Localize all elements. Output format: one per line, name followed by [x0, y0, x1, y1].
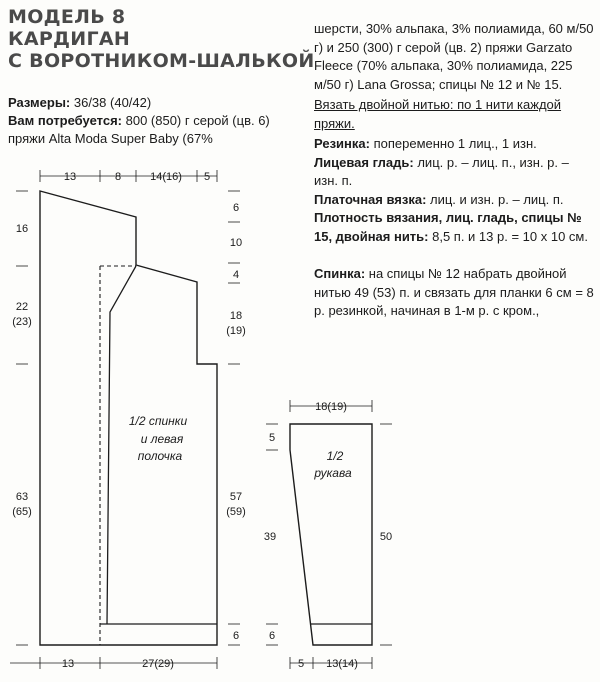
dim-right-18: 18 [229, 310, 243, 322]
sleeve-diagram [263, 400, 392, 669]
rib-label: Резинка: [314, 136, 370, 151]
sleeve-dim-left-6: 6 [268, 630, 276, 642]
dim-right-4: 4 [232, 269, 240, 281]
dim-right-57b: (59) [226, 506, 246, 518]
gauge-label: Плотность вязания, лиц. гладь, спицы № 15, двойная нить: [314, 210, 582, 244]
back-label: Спинка: [314, 266, 366, 281]
garter-label: Платочная вязка: [314, 191, 427, 207]
double-yarn-note: Вязать двойной нитью: по 1 нити каждой пряжи. [314, 97, 562, 131]
materials-label: Вам потребуется: [8, 113, 122, 128]
garter-value: лиц. и изн. р. – лиц. п. [426, 191, 564, 207]
dim-left-22: 22 [15, 301, 29, 313]
sizes-value: 36/38 (40/42) [70, 95, 152, 110]
body-label-line3: полочка [137, 449, 183, 463]
dim-right-10: 10 [229, 237, 243, 249]
title-line-1: МОДЕЛЬ 8 [8, 6, 126, 28]
sleeve-diagram-labels [264, 401, 392, 670]
sleeve-dim-top-18: 18(19) [315, 401, 347, 413]
dim-top-14: 14(16) [150, 171, 182, 183]
stockinette-value: лиц. р. – лиц. п., изн. р. – изн. п. [314, 154, 569, 188]
dim-left-63b: (65) [12, 506, 32, 518]
materials-continued: шерсти, 30% альпака, 3% полиамида, 60 м/50 г) и 250 (300) г серой (цв. 2) пряжи Garzato Fleece (70% альпака, 30% полиамида, 225 м/50 г) Lana Grossa; спицы № 12 и № 15. [314, 21, 594, 92]
sleeve-dim-bottom-5: 5 [297, 658, 305, 670]
dim-right-6b: 6 [232, 630, 240, 642]
sleeve-dim-bottom-13: 13(14) [326, 658, 358, 670]
sizes-label: Размеры: [8, 95, 71, 110]
sleeve-dim-left-39: 39 [263, 531, 277, 543]
rib-value: попеременно 1 лиц., 1 изн. [369, 136, 537, 151]
dim-right-57: 57 [229, 491, 243, 503]
sleeve-label-line2: рукава [314, 466, 352, 480]
title-line-3: С ВОРОТНИКОМ-ШАЛЬКОЙ [8, 50, 315, 72]
dim-top-5: 5 [203, 171, 211, 183]
dim-bottom-13: 13 [61, 658, 75, 670]
dim-left-16: 16 [15, 223, 29, 235]
stockinette-label: Лицевая гладь: [314, 154, 414, 170]
dim-left-63: 63 [15, 491, 29, 503]
sleeve-dim-left-5: 5 [268, 432, 276, 444]
collar-edge [107, 266, 136, 624]
dim-right-6: 6 [232, 202, 240, 214]
body-diagram [10, 170, 243, 669]
gauge-value: 8,5 п. и 13 р. = 10 х 10 см. [428, 228, 588, 244]
dim-bottom-27: 27(29) [142, 658, 174, 670]
sleeve-dim-right-50: 50 [379, 531, 393, 543]
materials-text-left: 800 (850) г серой (цв. 6) пряжи Alta Moda Super Baby (67% [8, 113, 270, 146]
back-value: на спицы № 12 набрать двойной нитью 49 (53) п. и связать для планки 6 см = 8 р. резинкой, начиная в 1-м р. с кром., [314, 266, 594, 318]
body-label-line1: 1/2 спинки [128, 414, 188, 428]
body-diagram-labels [12, 171, 246, 670]
dim-top-13: 13 [63, 171, 77, 183]
title-line-2: КАРДИГАН [8, 28, 131, 50]
dim-right-18b: (19) [226, 325, 246, 337]
dim-left-22b: (23) [12, 316, 32, 328]
sleeve-label-line1: 1/2 [326, 449, 344, 463]
body-label-line2: и левая [140, 432, 184, 446]
dim-top-8: 8 [114, 171, 122, 183]
